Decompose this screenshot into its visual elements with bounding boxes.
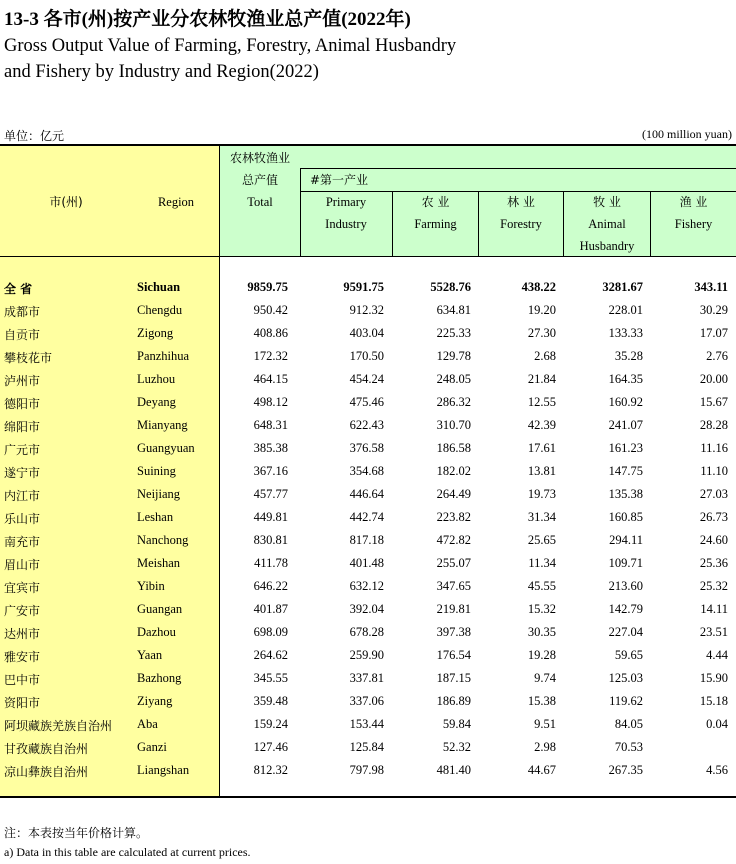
primary-value: 9591.75 (343, 280, 384, 294)
animal-value: 267.35 (608, 763, 643, 777)
region-name-cn: 达州市 (4, 627, 41, 641)
table-row (0, 530, 736, 553)
fishery-value: 15.90 (699, 671, 728, 685)
header-farming-cn: 农 业 (421, 195, 450, 209)
primary-value: 170.50 (349, 349, 384, 363)
region-name-cn: 遂宁市 (4, 466, 41, 480)
header-total-en: Total (247, 195, 273, 209)
unit-label-cn: 单位：亿元 (4, 129, 65, 143)
forestry-value: 2.68 (534, 349, 556, 363)
fishery-value: 15.67 (699, 395, 728, 409)
farming-value: 176.54 (436, 648, 471, 662)
farming-value: 225.33 (436, 326, 471, 340)
header-primary-cn: #第一产业 (310, 173, 369, 187)
table-row (0, 346, 736, 369)
region-name-en: Panzhihua (137, 349, 190, 363)
table-row (0, 576, 736, 599)
total-value: 159.24 (253, 717, 288, 731)
note-cn: 注：本表按当年价格计算。 (4, 826, 149, 840)
total-value: 457.77 (253, 487, 288, 501)
primary-value: 797.98 (349, 763, 384, 777)
header-forestry-cn: 林 业 (507, 195, 535, 209)
forestry-value: 21.84 (527, 372, 556, 386)
farming-value: 223.82 (436, 510, 471, 524)
fishery-value: 27.03 (699, 487, 728, 501)
animal-value: 161.23 (608, 441, 643, 455)
primary-value: 678.28 (349, 625, 384, 639)
region-name-en: Bazhong (137, 671, 182, 685)
table-row (0, 484, 736, 507)
animal-value: 228.01 (608, 303, 643, 317)
forestry-value: 11.34 (528, 556, 556, 570)
table-row (0, 645, 736, 668)
animal-value: 241.07 (608, 418, 643, 432)
animal-value: 147.75 (608, 464, 643, 478)
table-row (0, 553, 736, 576)
forestry-value: 25.65 (527, 533, 556, 547)
region-name-en: Guangan (137, 602, 183, 616)
forestry-value: 19.20 (527, 303, 556, 317)
primary-value: 475.46 (349, 395, 384, 409)
animal-value: 142.79 (608, 602, 643, 616)
animal-value: 59.65 (614, 648, 643, 662)
region-name-en: Liangshan (137, 763, 190, 777)
header-city-cn: 市(州) (49, 195, 83, 209)
animal-value: 109.71 (608, 556, 643, 570)
region-name-cn: 凉山彝族自治州 (4, 765, 89, 779)
primary-value: 401.48 (349, 556, 384, 570)
forestry-value: 31.34 (527, 510, 556, 524)
forestry-value: 19.73 (527, 487, 556, 501)
region-name-cn: 泸州市 (4, 374, 41, 388)
region-name-en: Ziyang (137, 694, 173, 708)
table-row (0, 369, 736, 392)
farming-value: 59.84 (442, 717, 471, 731)
region-name-cn: 广元市 (4, 443, 41, 457)
forestry-value: 15.32 (527, 602, 556, 616)
region-name-en: Neijiang (137, 487, 181, 501)
farming-value: 397.38 (436, 625, 471, 639)
forestry-value: 9.74 (534, 671, 556, 685)
page-title-en-line2: and Fishery by Industry and Region(2022) (4, 62, 319, 82)
region-name-en: Sichuan (137, 280, 181, 294)
total-value: 950.42 (253, 303, 288, 317)
region-name-cn: 雅安市 (4, 650, 41, 664)
primary-value: 337.06 (349, 694, 384, 708)
forestry-value: 19.28 (527, 648, 556, 662)
region-name-cn: 攀枝花市 (4, 351, 53, 365)
primary-value: 354.68 (349, 464, 384, 478)
region-name-en: Chengdu (137, 303, 183, 317)
region-name-en: Suining (137, 464, 176, 478)
table-row (0, 415, 736, 438)
total-value: 698.09 (253, 625, 288, 639)
forestry-value: 30.35 (527, 625, 556, 639)
total-value: 385.38 (253, 441, 288, 455)
farming-value: 481.40 (436, 763, 471, 777)
farming-value: 52.32 (442, 740, 471, 754)
fishery-value: 30.29 (699, 303, 728, 317)
region-name-en: Meishan (137, 556, 181, 570)
farming-value: 187.15 (436, 671, 471, 685)
region-name-en: Mianyang (137, 418, 188, 432)
total-value: 449.81 (253, 510, 288, 524)
table-row (0, 760, 736, 783)
table-row (0, 438, 736, 461)
animal-value: 119.62 (609, 694, 643, 708)
region-name-en: Yaan (137, 648, 163, 662)
region-name-cn: 甘孜藏族自治州 (4, 742, 89, 756)
fishery-value: 0.04 (706, 717, 728, 731)
total-value: 648.31 (253, 418, 288, 432)
forestry-value: 44.67 (527, 763, 556, 777)
animal-value: 227.04 (608, 625, 643, 639)
farming-value: 182.02 (436, 464, 471, 478)
total-value: 408.86 (253, 326, 288, 340)
header-forestry-en: Forestry (500, 217, 542, 231)
region-name-cn: 全 省 (4, 282, 33, 296)
forestry-value: 438.22 (521, 280, 556, 294)
region-name-cn: 宜宾市 (4, 581, 41, 595)
primary-value: 632.12 (349, 579, 384, 593)
animal-value: 35.28 (614, 349, 643, 363)
header-region-en: Region (157, 195, 195, 209)
total-value: 172.32 (253, 349, 288, 363)
header-fishery-cn: 渔 业 (679, 195, 708, 209)
forestry-value: 15.38 (527, 694, 556, 708)
farming-value: 472.82 (436, 533, 471, 547)
region-name-en: Nanchong (137, 533, 189, 547)
fishery-value: 25.36 (699, 556, 728, 570)
primary-value: 337.81 (349, 671, 384, 685)
table-bottom-rule (0, 796, 736, 798)
farming-value: 264.49 (436, 487, 471, 501)
page-title-cn: 13-3 各市(州)按产业分农林牧渔业总产值(2022年) (4, 9, 411, 30)
forestry-value: 13.81 (527, 464, 556, 478)
header-farming-en: Farming (414, 217, 457, 231)
fishery-value: 25.32 (699, 579, 728, 593)
header-primary-en-2: Industry (325, 217, 367, 231)
farming-value: 347.65 (436, 579, 471, 593)
farming-value: 310.70 (436, 418, 471, 432)
table-row (0, 461, 736, 484)
region-name-en: Luzhou (137, 372, 176, 386)
primary-value: 817.18 (349, 533, 384, 547)
table-row (0, 668, 736, 691)
primary-value: 454.24 (349, 372, 384, 386)
table-row (0, 300, 736, 323)
table-top-rule (0, 144, 736, 146)
total-value: 646.22 (253, 579, 288, 593)
table-row (0, 714, 736, 737)
fishery-value: 15.18 (699, 694, 728, 708)
table-row (0, 691, 736, 714)
farming-value: 219.81 (436, 602, 471, 616)
region-name-cn: 巴中市 (4, 673, 41, 687)
fishery-value: 23.51 (699, 625, 728, 639)
animal-value: 164.35 (608, 372, 643, 386)
region-name-en: Ganzi (137, 740, 167, 754)
header-animal-cn: 牧 业 (593, 195, 621, 209)
region-name-cn: 眉山市 (4, 558, 41, 572)
region-name-cn: 绵阳市 (4, 420, 41, 434)
region-name-cn: 德阳市 (4, 397, 41, 411)
header-total-cn-2: 总产值 (241, 173, 278, 187)
fishery-value: 11.10 (700, 464, 728, 478)
forestry-value: 45.55 (527, 579, 556, 593)
page-title-en-line1: Gross Output Value of Farming, Forestry, Animal Husbandry (4, 36, 457, 56)
total-value: 498.12 (253, 395, 288, 409)
animal-value: 160.85 (608, 510, 643, 524)
fishery-value: 26.73 (699, 510, 728, 524)
animal-value: 133.33 (608, 326, 643, 340)
region-name-en: Yibin (137, 579, 165, 593)
total-value: 264.62 (253, 648, 288, 662)
fishery-value: 4.56 (706, 763, 728, 777)
animal-value: 84.05 (614, 717, 643, 731)
primary-value: 622.43 (349, 418, 384, 432)
table-row (0, 323, 736, 346)
fishery-value: 14.11 (700, 602, 728, 616)
farming-value: 186.58 (436, 441, 471, 455)
fishery-value: 343.11 (694, 280, 728, 294)
total-value: 401.87 (253, 602, 288, 616)
header-fishery-en: Fishery (674, 217, 713, 231)
forestry-value: 42.39 (527, 418, 556, 432)
region-name-cn: 广安市 (4, 604, 41, 618)
fishery-value: 4.44 (706, 648, 728, 662)
table-row (0, 622, 736, 645)
total-value: 464.15 (253, 372, 288, 386)
animal-value: 3281.67 (602, 280, 643, 294)
region-name-cn: 阿坝藏族羌族自治州 (4, 719, 113, 733)
header-total-cn-1: 农林牧渔业 (229, 151, 290, 165)
fishery-value: 11.16 (700, 441, 728, 455)
primary-value: 446.64 (349, 487, 384, 501)
fishery-value: 2.76 (706, 349, 728, 363)
region-name-en: Aba (137, 717, 158, 731)
fishery-value: 17.07 (699, 326, 728, 340)
farming-value: 129.78 (436, 349, 471, 363)
primary-value: 153.44 (349, 717, 384, 731)
total-value: 812.32 (253, 763, 288, 777)
primary-value: 376.58 (349, 441, 384, 455)
animal-value: 135.38 (608, 487, 643, 501)
region-name-cn: 成都市 (4, 305, 41, 319)
farming-value: 634.81 (436, 303, 471, 317)
primary-value: 912.32 (349, 303, 384, 317)
animal-value: 70.53 (614, 740, 643, 754)
forestry-value: 12.55 (527, 395, 556, 409)
table-row (0, 392, 736, 415)
region-name-cn: 南充市 (4, 535, 41, 549)
total-value: 127.46 (253, 740, 288, 754)
animal-value: 213.60 (608, 579, 643, 593)
total-value: 345.55 (253, 671, 288, 685)
table-row (0, 599, 736, 622)
primary-value: 125.84 (349, 740, 384, 754)
table-row-total (0, 277, 736, 300)
total-value: 367.16 (253, 464, 288, 478)
region-name-cn: 资阳市 (4, 696, 41, 710)
total-value: 9859.75 (247, 280, 288, 294)
header-animal-en-1: Animal (588, 217, 626, 231)
animal-value: 294.11 (609, 533, 643, 547)
farming-value: 255.07 (436, 556, 471, 570)
farming-value: 5528.76 (430, 280, 471, 294)
forestry-value: 27.30 (527, 326, 556, 340)
primary-value: 259.90 (349, 648, 384, 662)
animal-value: 160.92 (608, 395, 643, 409)
total-value: 830.81 (253, 533, 288, 547)
region-name-cn: 乐山市 (4, 512, 41, 526)
header-animal-en-2: Husbandry (579, 239, 635, 253)
farming-value: 248.05 (436, 372, 471, 386)
region-name-en: Deyang (137, 395, 176, 409)
unit-label-en: (100 million yuan) (642, 127, 732, 141)
forestry-value: 17.61 (527, 441, 556, 455)
region-name-en: Leshan (137, 510, 174, 524)
farming-value: 186.89 (436, 694, 471, 708)
region-name-en: Guangyuan (137, 441, 195, 455)
region-name-en: Zigong (137, 326, 174, 340)
primary-value: 392.04 (349, 602, 384, 616)
total-value: 359.48 (253, 694, 288, 708)
note-en: a) Data in this table are calculated at current prices. (4, 845, 251, 859)
region-name-cn: 内江市 (4, 489, 41, 503)
primary-value: 403.04 (349, 326, 384, 340)
primary-value: 442.74 (349, 510, 384, 524)
forestry-value: 9.51 (534, 717, 556, 731)
region-name-en: Dazhou (137, 625, 176, 639)
table-row (0, 737, 736, 760)
total-value: 411.78 (254, 556, 288, 570)
fishery-value: 24.60 (699, 533, 728, 547)
fishery-value: 20.00 (699, 372, 728, 386)
fishery-value: 28.28 (699, 418, 728, 432)
animal-value: 125.03 (608, 671, 643, 685)
header-primary-en-1: Primary (325, 195, 367, 209)
farming-value: 286.32 (436, 395, 471, 409)
forestry-value: 2.98 (534, 740, 556, 754)
region-name-cn: 自贡市 (4, 328, 41, 342)
table-row (0, 507, 736, 530)
